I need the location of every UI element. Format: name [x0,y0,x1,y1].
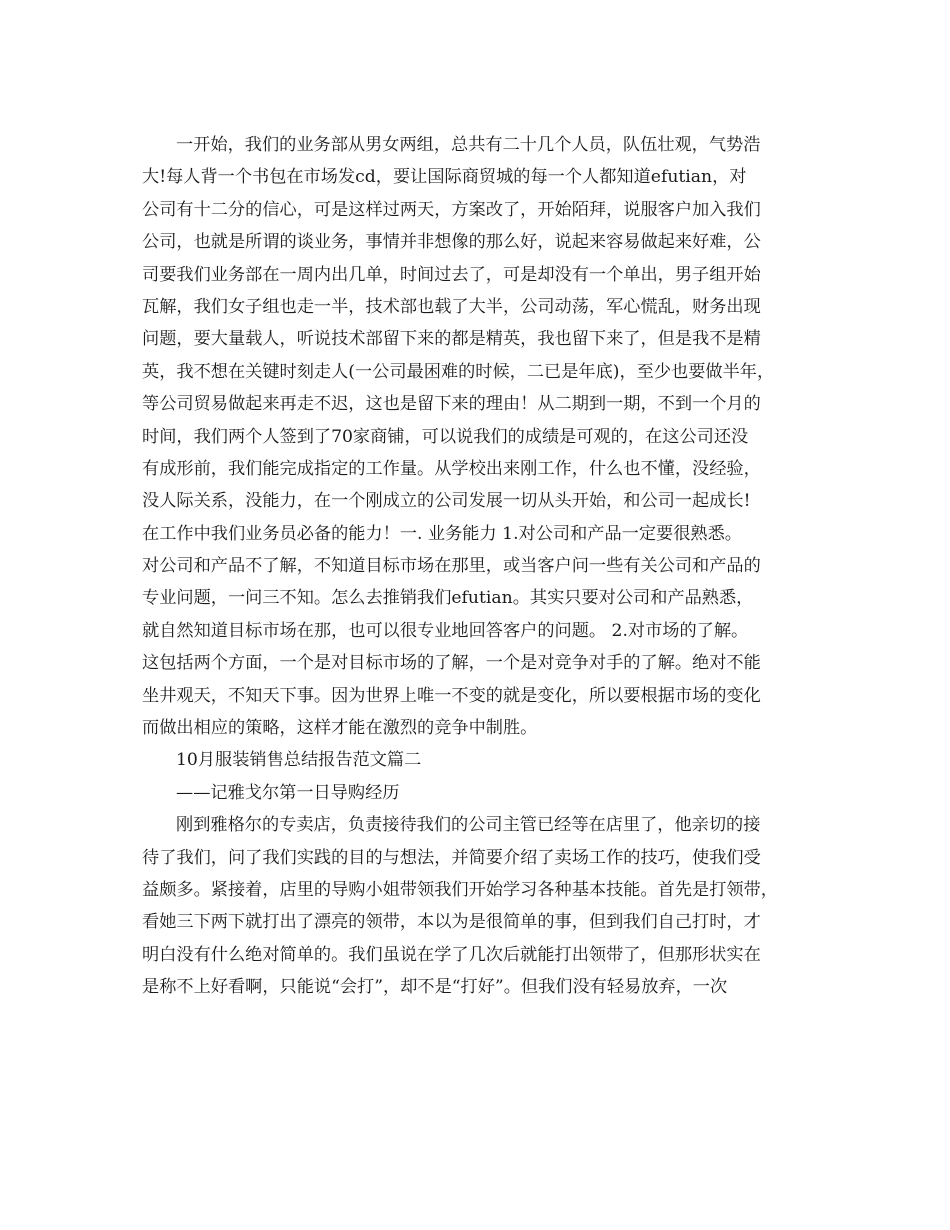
text-line: 对公司和产品不了解，不知道目标市场在那里，或当客户问一些有关公司和产品的 [142,556,761,577]
document-body [142,129,822,1004]
text-line: 在工作中我们业务员必备的能力！一. 业务能力 1.对公司和产品一定要很熟悉。 [142,523,742,544]
text-line: 看她三下两下就打出了漂亮的领带，本以为是很简单的事，但到我们自己打时，才 [142,912,761,933]
text-line: 英，我不想在关键时刻走人(一公司最困难的时候，二已是年底)，至少也要做半年， [142,361,775,382]
text-line: 益颇多。紧接着，店里的导购小姐带领我们开始学习各种基本技能。首先是打领带， [142,879,778,900]
text-line: 刚到雅格尔的专卖店，负责接待我们的公司主管已经等在店里了，他亲切的接 [176,815,761,836]
text-line: 司要我们业务部在一周内出几单，时间过去了，可是却没有一个单出，男子组开始 [142,264,761,285]
text-line: 公司，也就是所谓的谈业务，事情并非想像的那么好，说起来容易做起来好难，公 [142,232,761,253]
text-line: 坐井观天，不知天下事。因为世界上唯一不变的就是变化，所以要根据市场的变化 [142,685,761,706]
text-line: 瓦解，我们女子组也走一半，技术部也载了大半，公司动荡，军心慌乱，财务出现 [142,296,761,317]
text-line: 一开始，我们的业务部从男女两组，总共有二十几个人员，队伍壮观，气势浩 [176,135,761,155]
text-line: 问题，要大量载人，听说技术部留下来的都是精英，我也留下来了，但是我不是精 [142,329,761,350]
text-line: 公司有十二分的信心，可是这样过两天，方案改了，开始陌拜，说服客户加入我们 [142,199,761,220]
text-line: 大!每人背一个书包在市场发cd，要让国际商贸城的每一个人都知道efutian，对 [142,167,747,188]
text-line: 等公司贸易做起来再走不迟，这也是留下来的理由！从二期到一期，不到一个月的 [142,394,761,415]
text-line: 待了我们，问了我们实践的目的与想法，并简要介绍了卖场工作的技巧，使我们受 [142,847,761,868]
text-line: 明白没有什么绝对简单的。我们虽说在学了几次后就能打出领带了，但那形状实在 [142,944,761,965]
text-line: 这包括两个方面，一个是对目标市场的了解，一个是对竞争对手的了解。绝对不能 [142,653,761,674]
text-line: 是称不上好看啊，只能说“会打”，却不是“打好”。但我们没有轻易放弃，一次 [142,977,728,998]
text-line: 就自然知道目标市场在那，也可以很专业地回答客户的问题。 2.对市场的了解。 [142,620,749,641]
text-line: 有成形前，我们能完成指定的工作量。从学校出来刚工作，什么也不懂，没经验， [142,458,761,479]
text-line: 专业问题，一问三不知。怎么去推销我们efutian。其实只要对公司和产品熟悉， [142,588,754,609]
text-line: 没人际关系，没能力，在一个刚成立的公司发展一切从头开始，和公司一起成长! [142,491,751,512]
text-line: 而做出相应的策略，这样才能在激烈的竞争中制胜。 [142,718,538,739]
section-subheading: ——记雅戈尔第一日导购经历 [176,782,400,803]
section-heading: 10月服装销售总结报告范文篇二 [176,750,422,771]
text-line: 时间，我们两个人签到了70家商铺，可以说我们的成绩是可观的，在这公司还没 [142,426,749,447]
